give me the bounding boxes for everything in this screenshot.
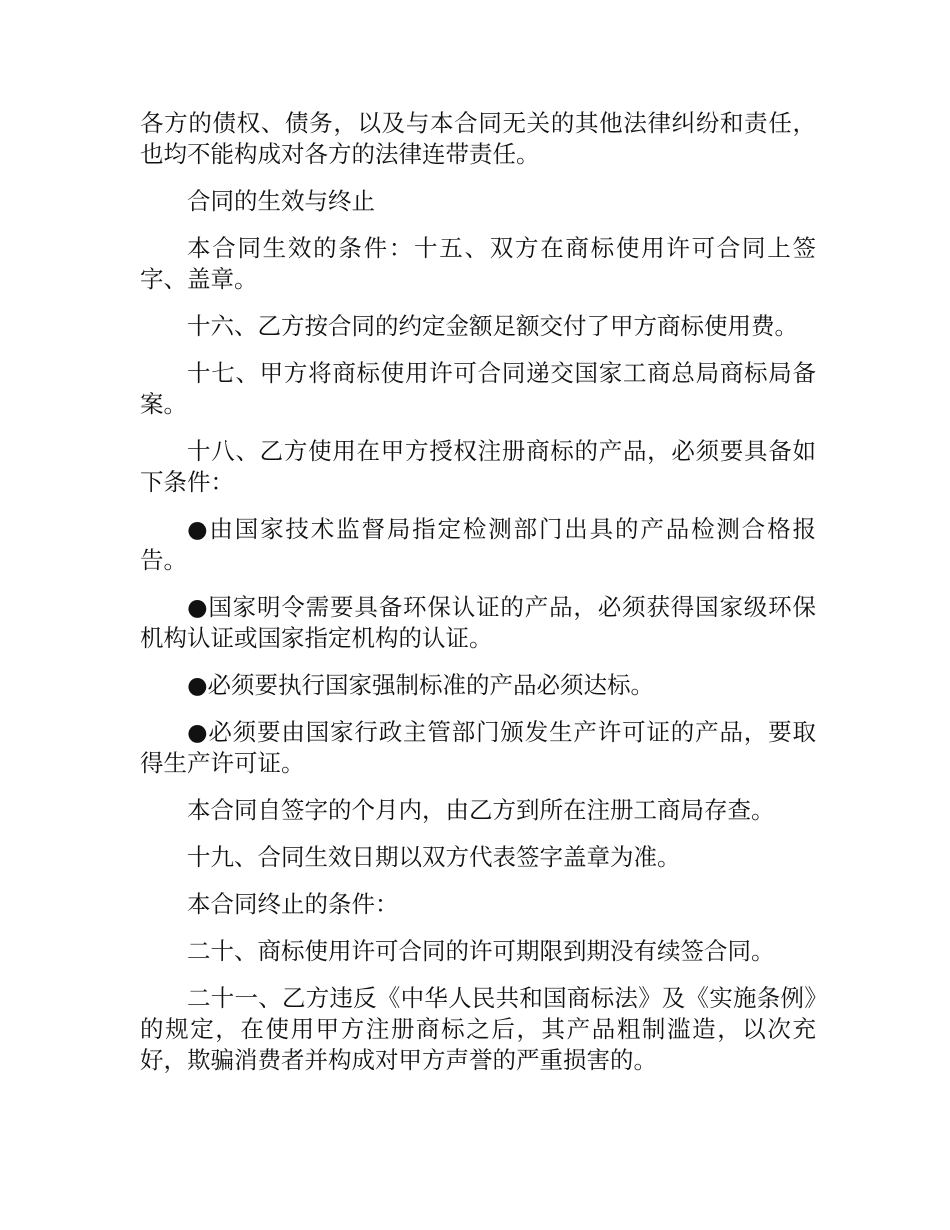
clause-18: 十八、乙方使用在甲方授权注册商标的产品，必须要具备如下条件： [140,437,816,496]
clause-21: 二十一、乙方违反《中华人民共和国商标法》及《实施条例》的规定，在使用甲方注册商标之后，其产品粗制滥造，以次充好，欺骗消费者并构成对甲方声誉的严重损害的。 [140,984,816,1074]
clause-17: 十七、甲方将商标使用许可合同递交国家工商总局商标局备案。 [140,359,816,418]
clause-19: 十九、合同生效日期以双方代表签字盖章为准。 [187,843,681,871]
clause-20: 二十、商标使用许可合同的许可期限到期没有续签合同。 [187,937,775,965]
paragraph-filing: 本合同自签字的个月内，由乙方到所在注册工商局存查。 [187,796,775,824]
termination-conditions-heading: 本合同终止的条件： [187,890,399,918]
clause-16: 十六、乙方按合同的约定金额足额交付了甲方商标使用费。 [187,312,798,340]
bullet-mandatory-standard: ●必须要执行国家强制标准的产品必须达标。 [187,671,655,699]
bullet-environmental-certification: ●国家明令需要具备环保认证的产品，必须获得国家级环保机构认证或国家指定机构的认证。 [140,593,816,652]
bullet-production-license: ●必须要由国家行政主管部门颁发生产许可证的产品，要取得生产许可证。 [140,718,816,777]
clause-15: 本合同生效的条件：十五、双方在商标使用许可合同上签字、盖章。 [140,234,816,293]
bullet-inspection-report: ●由国家技术监督局指定检测部门出具的产品检测合格报告。 [140,515,816,574]
section-heading-effect-termination: 合同的生效与终止 [187,187,375,215]
document-page [140,108,816,1092]
paragraph-liability: 各方的债权、债务，以及与本合同无关的其他法律纠纷和责任，也均不能构成对各方的法律连带责任。 [140,109,816,168]
